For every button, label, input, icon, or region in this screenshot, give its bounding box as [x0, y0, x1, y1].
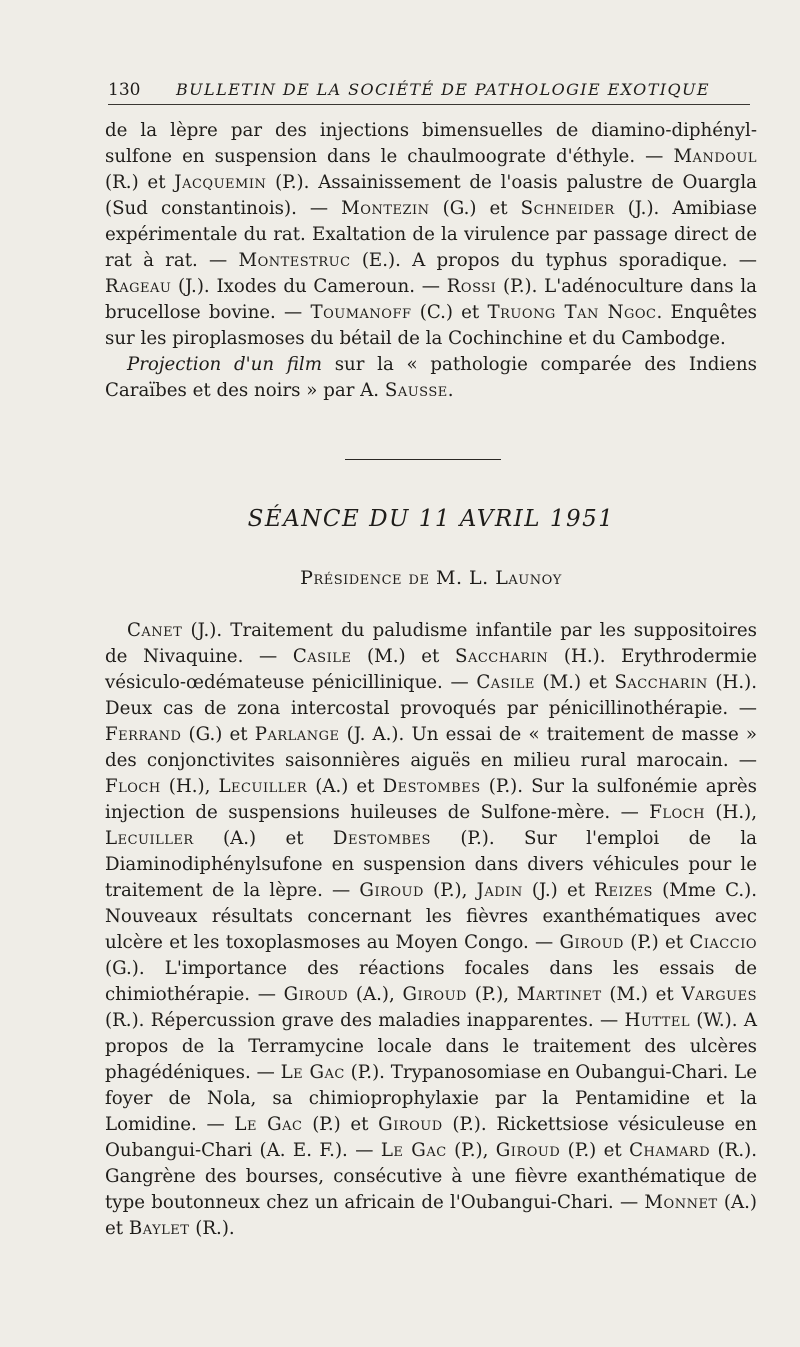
author-name: Schneider	[520, 198, 615, 219]
author-name: Truong Tan Ngoc	[487, 302, 657, 323]
author-name: Sausse	[384, 380, 448, 401]
author-name: Toumanoff	[310, 302, 412, 323]
author-name: Montezin	[341, 198, 430, 219]
header-rule	[108, 104, 750, 105]
agenda-paragraph: Canet (J.). Traitement du paludisme infantile par les suppositoires de Nivaquine. — Casile (M.) et Saccharin (H.). Erythrodermie vésiculo-œdémateuse pénicillinique. — Casile (M.) et Saccharin (H.). Deux cas de zona intercostal provoqués par pénicillinothérapie. — Ferrand (G.) et Parlange (J. A.). Un essai de « traitement de masse » des conjonctivites saisonnières aiguës en milieu rural marocain. — Floch (H.), Lecuiller (A.) et Destombes (P.). Sur la sulfonémie après injection de suspensions huileuses de Sulfone-mère. — Floch (H.), Lecuiller (A.) et Destombes (P.). Sur l'emploi de la Diaminodiphénylsufone en suspension dans divers véhicules pour le traitement de la lèpre. — Giroud (P.), Jadin (J.) et Reizes (Mme C.). Nouveaux résultats concernant les fièvres exanthématiques avec ulcère et les toxoplasmoses au Moyen Congo. — Giroud (P.) et Ciaccio (G.). L'importance des réactions focales dans les essais de chimiothérapie. — Giroud (A.), Giroud (P.), Martinet (M.) et Vargues (R.). Répercussion grave des maladies inapparentes. — Huttel (W.). A propos de la Terramycine locale dans le traitement des ulcères phagédéniques. — Le Gac (P.). Trypanosomiase en Oubangui-Chari. Le foyer de Nola, sa chimioprophylaxie par la Pentamidine et la Lomidine. — Le Gac (P.) et Giroud (P.). Rickettsiose vésiculeuse en Oubangui-Chari (A. E. F.). — Le Gac (P.), Giroud (P.) et Chamard (R.). Gangrène des bourses, consécutive à une fièvre exanthématique de type boutonneux chez un africain de l'Oubangui-Chari. — Monnet (A.) et Baylet (R.).	[105, 620, 758, 1239]
president-name: Launoy	[495, 567, 562, 589]
section-separator	[345, 459, 501, 460]
running-title: BULLETIN DE LA SOCIÉTÉ DE PATHOLOGIE EXOTIQUE	[176, 80, 710, 99]
communications-paragraph: de la lèpre par des injections bimensuelles de diamino-diphényl-sulfone en suspension dans le chaulmoograte d'éthyle. — Mandoul (R.) et Jacquemin (P.). Assainissement de l'oasis palustre de Ouargla (Sud constantinois). — Montezin (G.) et Schneider (J.). Amibiase expérimentale du rat. Exaltation de la virulence par passage direct de rat à rat. — Montestruc (E.). A propos du typhus sporadique. — Rageau (J.). Ixodes du Cameroun. — Rossi (P.). L'adénoculture dans la brucellose bovine. — Toumanoff (C.) et Truong Tan Ngoc. Enquêtes sur les piroplasmoses du bétail de la Cochinchine et du Cambodge.	[105, 120, 758, 349]
author-name: Rossi	[446, 276, 497, 297]
author-name: Montestruc	[238, 250, 351, 271]
author-name: Rageau	[105, 276, 172, 297]
author-name: Mandoul	[673, 146, 757, 167]
page-number: 130	[108, 80, 141, 100]
previous-session-text	[105, 118, 757, 404]
author-name: Jacquemin	[174, 172, 267, 193]
presidence-line: Présidence de M. L. Launoy	[300, 567, 562, 589]
projection-paragraph: Projection d'un film sur la « pathologie comparée des Indiens Caraïbes et des noirs » par A. Sausse.	[105, 354, 757, 401]
page-header	[108, 80, 753, 106]
section-title: SÉANCE DU 11 AVRIL 1951	[247, 506, 615, 532]
seance-text	[105, 618, 757, 1242]
